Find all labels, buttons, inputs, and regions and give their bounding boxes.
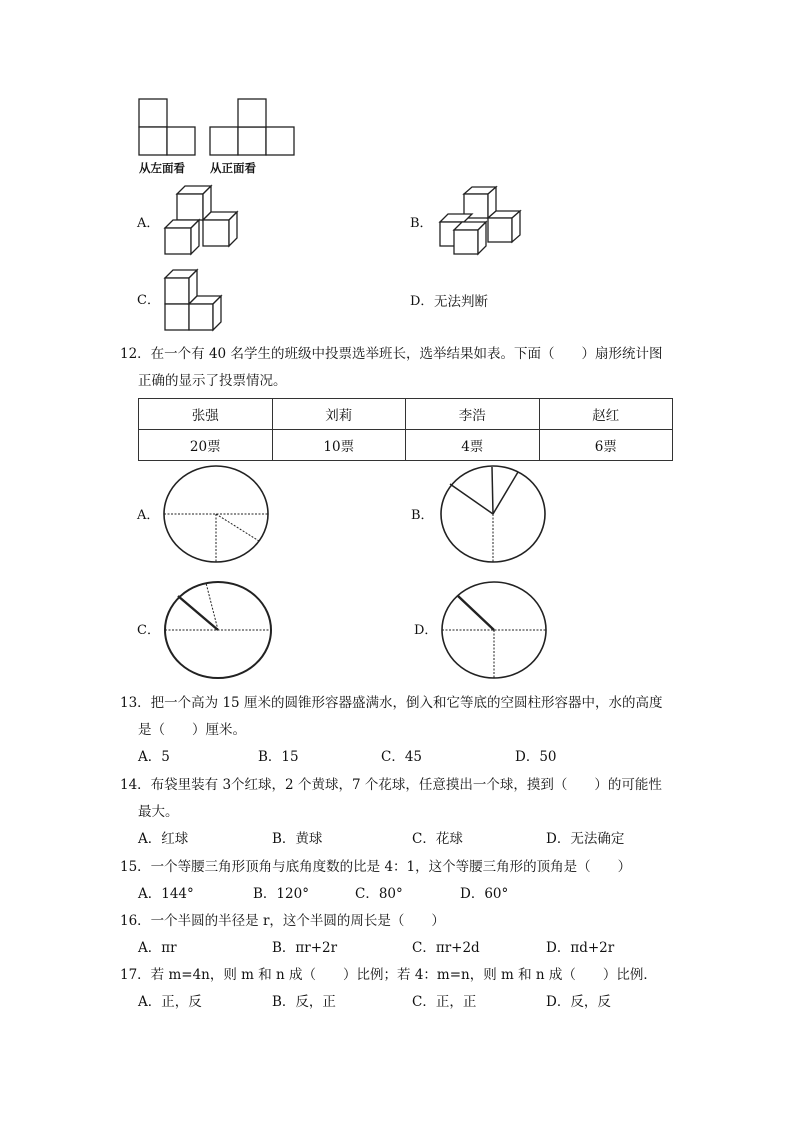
q14-stem-line2: 最大。 [138,804,179,820]
q11-option-a-label[interactable]: A． [137,216,160,231]
q14-option-a[interactable]: A．红球 [138,831,189,847]
left-view-caption: 从左面看 [139,161,185,175]
q12-option-c-label[interactable]: C． [137,623,160,638]
q11-option-a-cube-figure[interactable] [163,184,243,254]
q12-option-a-pie[interactable] [162,464,272,564]
front-view-caption: 从正面看 [210,161,256,175]
q15-option-c[interactable]: C．80° [355,886,403,902]
table-cell-name: 刘莉 [272,399,406,430]
vote-table-header-row [139,399,673,430]
q11-option-c-cube-figure[interactable] [163,268,229,338]
q12-option-a-label[interactable]: A． [137,508,160,523]
table-cell-votes: 20票 [139,430,273,461]
table-cell-votes: 6票 [539,430,673,461]
table-cell-name: 张强 [139,399,273,430]
q12-stem-line1: 12．在一个有 40 名学生的班级中投票选举班长，选举结果如表。下面（ ）扇形统计图 [120,346,663,362]
table-cell-votes: 4票 [406,430,540,461]
front-view-figure [209,126,299,158]
q17-option-c[interactable]: C．正，正 [412,994,477,1010]
q15-stem: 15．一个等腰三角形顶角与底角度数的比是 4：1，这个等腰三角形的顶角是（ ） [120,859,632,875]
q14-stem-line1: 14．布袋里装有 3个红球，2 个黄球，7 个花球，任意摸出一个球，摸到（ ）的可能性 [120,777,662,793]
q16-stem: 16．一个半圆的半径是 r，这个半圆的周长是（ ） [120,913,445,929]
q15-option-a[interactable]: A．144° [138,886,194,902]
q13-option-b[interactable]: B．15 [258,749,299,765]
q16-option-c[interactable]: C．πr+2d [412,940,480,956]
q12-option-d-label[interactable]: D． [414,623,438,638]
q14-option-d[interactable]: D．无法确定 [546,831,625,847]
q12-option-c-pie[interactable] [164,580,274,680]
q17-option-b[interactable]: B．反，正 [272,994,336,1010]
vote-table [138,398,673,461]
q15-option-b[interactable]: B．120° [253,886,309,902]
q17-option-d[interactable]: D．反，反 [546,994,611,1010]
vote-table-values-row [139,430,673,461]
q11-option-d-label[interactable]: D． [410,294,434,309]
q13-option-c[interactable]: C．45 [381,749,423,765]
q12-stem-line2: 正确的显示了投票情况。 [138,373,287,389]
q17-stem: 17．若 m=4n，则 m 和 n 成（ ）比例；若 4：m=n，则 m 和 n 成（ ）比例． [120,967,657,983]
q13-stem-line2: 是（ ）厘米。 [138,722,246,738]
q17-option-a[interactable]: A．正，反 [138,994,202,1010]
q13-option-d[interactable]: D．50 [515,749,557,765]
q14-option-b[interactable]: B．黄球 [272,831,323,847]
table-cell-name: 赵红 [539,399,673,430]
q11-option-c-label[interactable]: C． [137,293,160,308]
q13-stem-line1: 13．把一个高为 15 厘米的圆锥形容器盛满水，倒入和它等底的空圆柱形容器中，水的高度 [120,695,663,711]
table-cell-votes: 10票 [272,430,406,461]
table-cell-name: 李浩 [406,399,540,430]
q12-option-b-pie[interactable] [440,464,550,564]
q16-option-a[interactable]: A．πr [138,940,177,956]
q13-option-a[interactable]: A．5 [138,749,170,765]
q11-option-b-cube-figure[interactable] [438,186,538,258]
front-view-top-block [237,98,269,130]
q14-option-c[interactable]: C．花球 [412,831,463,847]
q12-option-b-label[interactable]: B． [411,508,434,523]
q12-option-d-pie[interactable] [441,580,551,680]
q11-option-d-text: 无法判断 [434,294,488,310]
left-view-figure [138,98,198,158]
q16-option-d[interactable]: D．πd+2r [546,940,615,956]
q16-option-b[interactable]: B．πr+2r [272,940,338,956]
q11-option-b-label[interactable]: B． [410,216,433,231]
q15-option-d[interactable]: D．60° [460,886,509,902]
